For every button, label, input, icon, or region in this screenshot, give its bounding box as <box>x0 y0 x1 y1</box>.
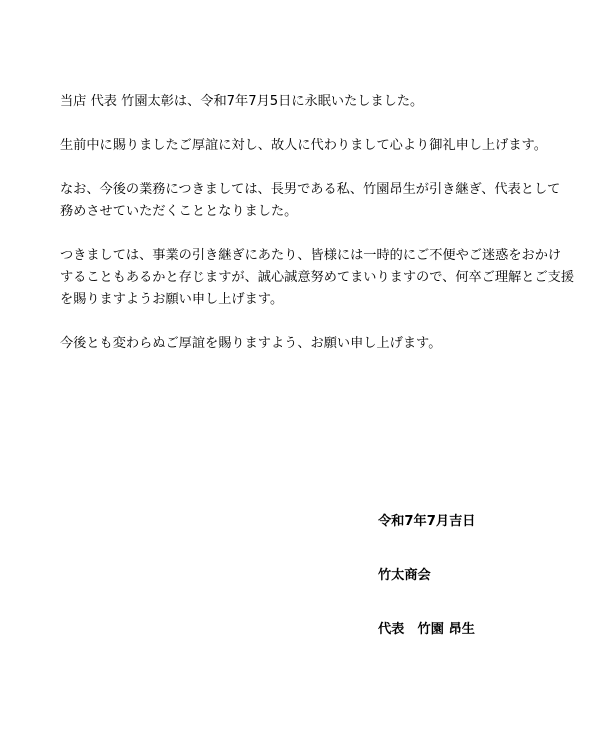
text-line: 務めさせていただくこととなりました。 <box>60 204 298 219</box>
text-line: つきましては、事業の引き継ぎにあたり、皆様には一時的にご不便やご迷惑をおかけ <box>60 248 562 263</box>
text-line: することもあるかと存じますが、誠心誠意努めてまいりますので、何卒ご理解とご支援 <box>60 270 575 285</box>
signature-representative: 代表 竹園 昂生 <box>378 622 475 637</box>
text-line: を賜りますようお願い申し上げます。 <box>60 292 284 307</box>
letter-body <box>60 91 575 377</box>
paragraph-closing <box>60 333 560 355</box>
signature-company: 竹太商会 <box>378 568 431 583</box>
text-line: なお、今後の業務につきましては、長男である私、竹園昂生が引き継ぎ、代表として <box>60 182 561 197</box>
text-line: 生前中に賜りましたご厚誼に対し、故人に代わりまして心より御礼申し上げます。 <box>60 138 547 153</box>
signature-date: 令和7年7月吉日 <box>378 514 476 529</box>
paragraph-announcement <box>60 91 560 113</box>
paragraph-gratitude <box>60 135 560 157</box>
signature-block <box>378 512 475 674</box>
text-line: 今後とも変わらぬご厚誼を賜りますよう、お願い申し上げます。 <box>60 336 442 351</box>
paragraph-apology <box>60 245 575 311</box>
paragraph-succession <box>60 179 560 223</box>
text-line: 当店 代表 竹園太彰は、令和7年7月5日に永眠いたしました。 <box>60 94 424 109</box>
